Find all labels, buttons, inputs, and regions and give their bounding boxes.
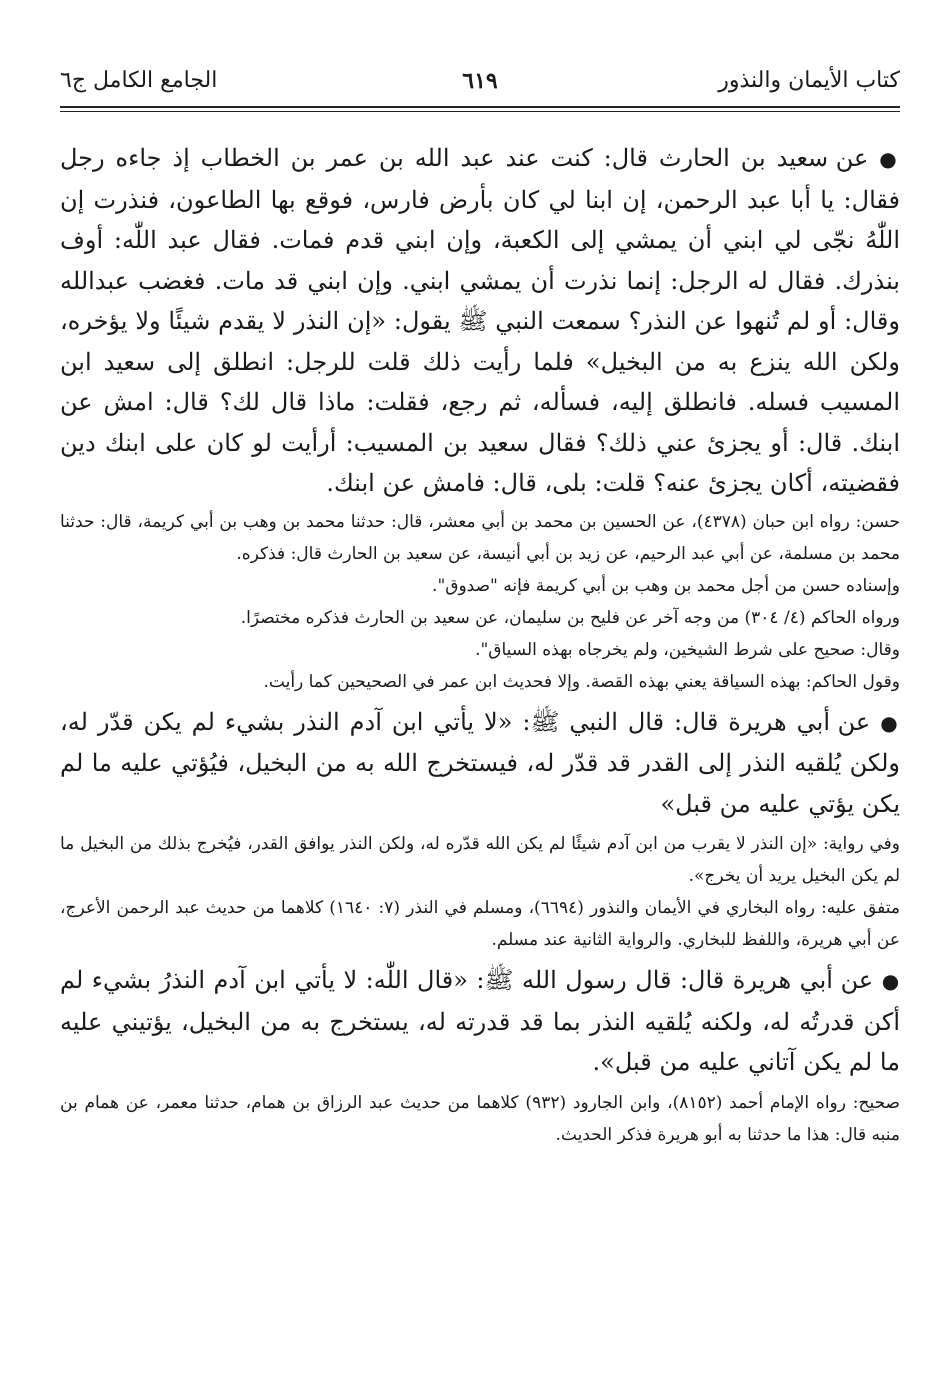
bullet-icon: ● <box>881 969 900 993</box>
takhrij-note: متفق عليه: رواه البخاري في الأيمان والنذور (٦٦٩٤)، ومسلم في النذر (٧: ١٦٤٠) كلاهما من حديث عبد الرحمن الأعرج، عن أبي هريرة، واللفظ للبخاري. والرواية الثانية عند مسلم. <box>60 898 900 950</box>
bullet-icon: ● <box>880 710 901 735</box>
header-rule <box>60 106 900 108</box>
page-content <box>60 138 900 1151</box>
header-rule-thin <box>60 111 900 112</box>
hadith-text: عن سعيد بن الحارث قال: كنت عند عبد الله بن عمر بن الخطاب إذ جاءه رجل فقال: يا أبا عبد الرحمن، إن ابنا لي كان بأرض فارس، فوقع بها الطاعون، فنذرت إن اللّٰهُ نجّى لي ابني أن يمشي إلى الكعبة، وإن ابني قدم فمات. فقال عبد اللّٰه: أوف بنذرك. فقال له الرجل: إنما نذرت أن يمشي ابني. وإن ابني قد مات. فغضب عبدالله وقال: أو لم تُنهوا عن النذر؟ سمعت النبي ﷺ يقول: «إن النذر لا يقدم شيئًا ولا يؤخره، ولكن الله ينزع به من البخيل» فلما رأيت ذلك قلت للرجل: انطلق إلى سعيد ابن المسيب فسله. فانطلق إليه، فسأله، ثم رجع، فقلت: ماذا قال لك؟ قال: امش عن ابنك. قال: أو يجزئ عني ذلك؟ فقال سعيد بن المسيب: أرأيت لو كان على ابنك دين فقضيته، أكان يجزئ عنه؟ قلت: بلى، قال: فامش عن ابنك. <box>60 144 900 497</box>
takhrij-note: ورواه الحاكم (٤/ ٣٠٤) من وجه آخر عن فليح بن سليمان، عن سعيد بن الحارث فذكره مختصرًا. <box>240 607 900 628</box>
hadith-text: عن أبي هريرة قال: قال رسول الله ﷺ: «قال اللّٰه: لا يأتي ابن آدم النذرُ بشيء لم أكن قدرتُه له، ولكنه يُلقيه النذر بما قد قدرته له، يستخرج به من البخيل، يؤتيني عليه ما لم يكن آتاني عليه من قبل». <box>60 966 900 1076</box>
takhrij-note: وقول الحاكم: بهذه السياقة يعني بهذه القصة. وإلا فحديث ابن عمر في الصحيحين كما رأيت. <box>263 671 900 692</box>
hadith-paragraph <box>60 702 900 825</box>
hadith-paragraph <box>60 960 900 1083</box>
hadith-text: عن أبي هريرة قال: قال النبي ﷺ: «لا يأتي ابن آدم النذر بشيء لم يكن قدّر له، ولكن يُلقيه النذر إلى القدر قد قدّر له، فيستخرج الله به من البخيل، فيُؤتي عليه ما لم يكن يؤتي عليه من قبل» <box>60 707 900 818</box>
bullet-icon: ● <box>879 147 900 171</box>
book-title: الجامع الكامل ج٦ <box>60 68 218 93</box>
running-header <box>60 62 900 110</box>
takhrij-note: وفي رواية: «إن النذر لا يقرب من ابن آدم شيئًا لم يكن الله قدّره له، ولكن النذر يوافق القدر، فيُخرج بذلك من البخيل ما لم يكن البخيل يريد أن يخرج». <box>60 834 900 886</box>
takhrij-note: وقال: صحيح على شرط الشيخين، ولم يخرجاه بهذه السياق". <box>475 639 900 660</box>
hadith-paragraph <box>60 138 900 504</box>
chapter-title: كتاب الأيمان والنذور <box>718 68 900 93</box>
takhrij-note: حسن: رواه ابن حبان (٤٣٧٨)، عن الحسين بن محمد بن أبي معشر، قال: حدثنا محمد بن وهب بن أبي كريمة، قال: حدثنا محمد بن مسلمة، عن أبي عبد الرحيم، عن زيد بن أبي أنيسة، عن سعيد بن الحارث قال: فذكره. <box>60 511 900 564</box>
takhrij-note: وإسناده حسن من أجل محمد بن وهب بن أبي كريمة فإنه "صدوق". <box>432 575 900 596</box>
page-number: ٦١٩ <box>462 68 498 94</box>
takhrij-note: صحيح: رواه الإمام أحمد (٨١٥٢)، وابن الجارود (٩٣٢) كلاهما من حديث عبد الرزاق بن همام، حدثنا معمر، عن همام بن منبه قال: هذا ما حدثنا به أبو هريرة فذكر الحديث. <box>60 1092 900 1145</box>
